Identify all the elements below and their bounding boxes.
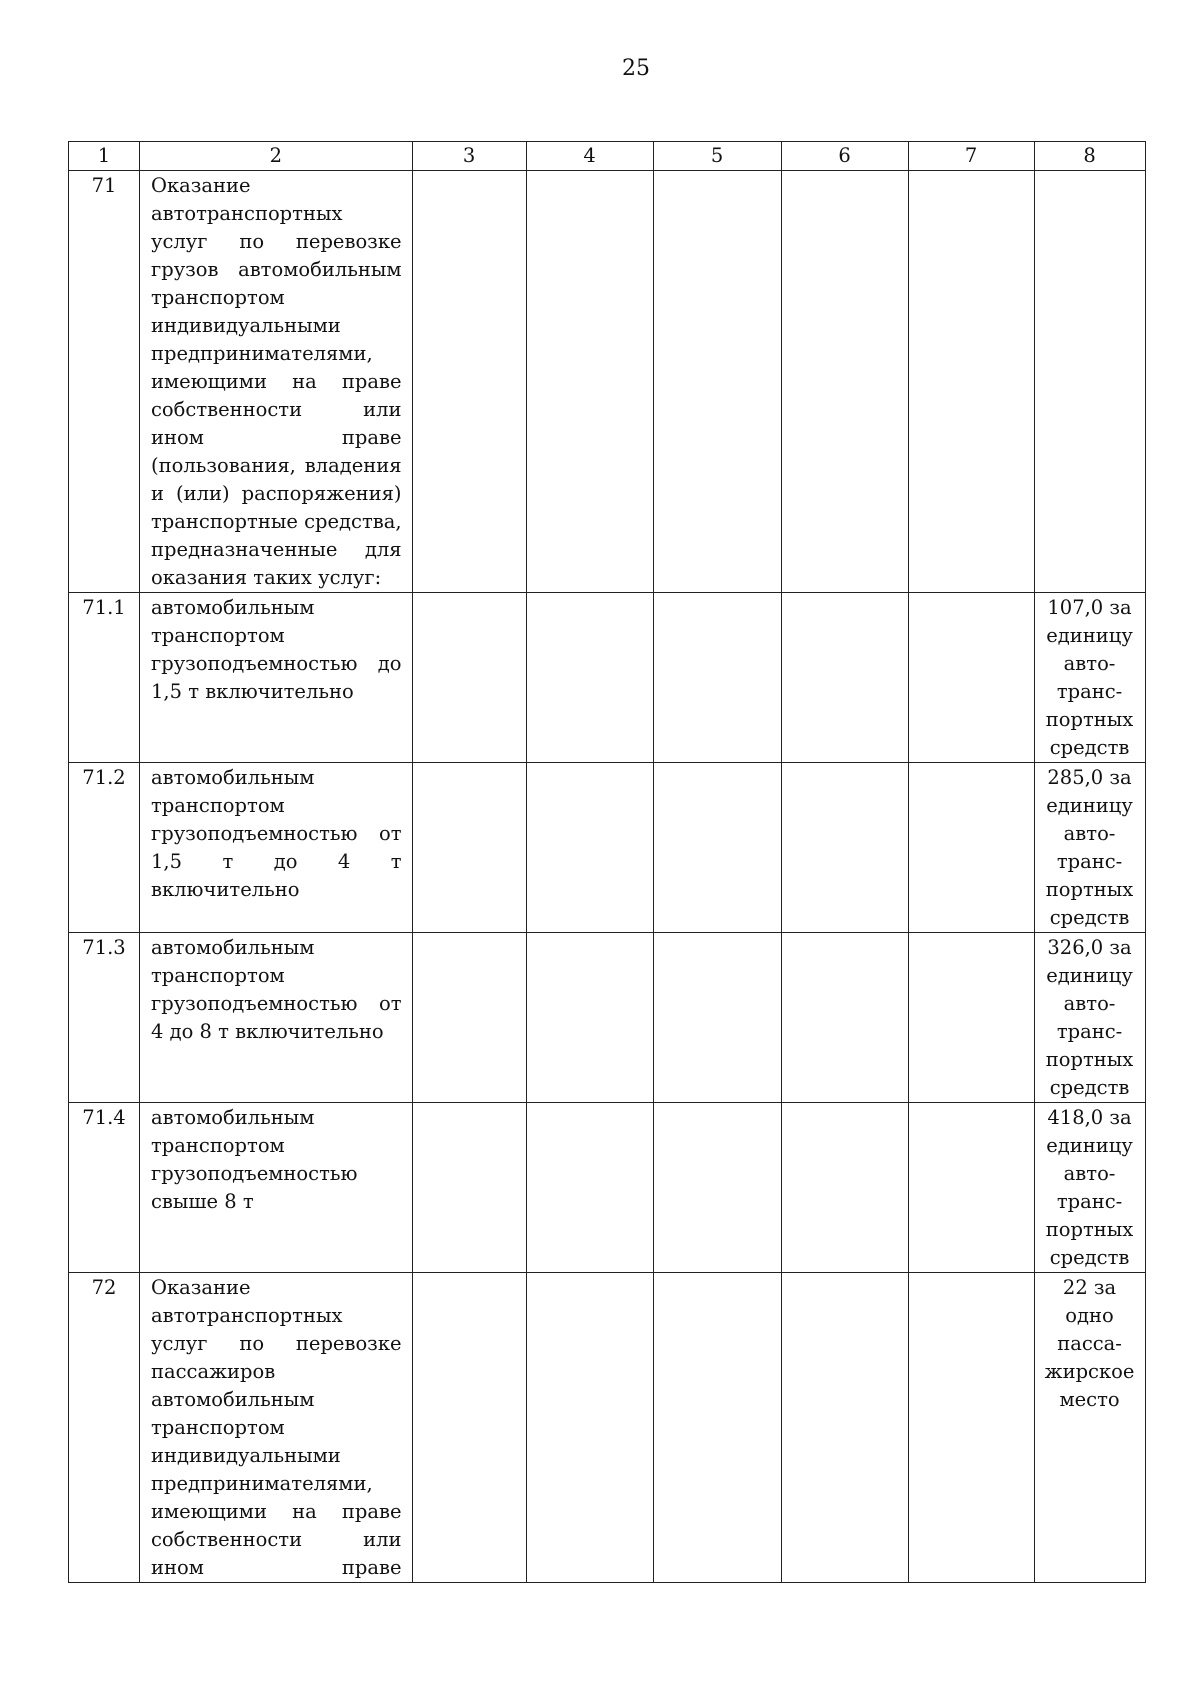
rate-line: авто- xyxy=(1063,1162,1116,1185)
empty-cell-col-3 xyxy=(412,1273,526,1583)
empty-cell-col-5 xyxy=(653,593,781,763)
empty-cell-col-6 xyxy=(781,171,908,593)
empty-cell-col-4 xyxy=(526,593,653,763)
empty-cell-col-7 xyxy=(908,593,1034,763)
description-line: автомобильным xyxy=(151,596,315,619)
empty-cell-col-4 xyxy=(526,1103,653,1273)
rate-line: жирское xyxy=(1044,1360,1135,1383)
empty-cell-col-5 xyxy=(653,1273,781,1583)
rate-line: пасса- xyxy=(1057,1332,1122,1355)
description-line: автотранспортных xyxy=(151,1304,343,1327)
rate-line: транс- xyxy=(1056,850,1123,873)
column-header: 5 xyxy=(653,142,781,171)
service-description xyxy=(140,1273,413,1583)
row-number: 71.1 xyxy=(69,593,140,763)
rate-line: 418,0 за xyxy=(1047,1106,1132,1129)
description-line: транспортом xyxy=(151,1416,285,1439)
description-line: грузов автомобильным xyxy=(151,258,402,281)
description-line: транспортом xyxy=(151,794,285,817)
rate-line: портных xyxy=(1045,878,1134,901)
empty-cell-col-7 xyxy=(908,171,1034,593)
empty-cell-col-5 xyxy=(653,763,781,933)
rate-line: средств xyxy=(1049,906,1130,929)
description-line: предназначенные для xyxy=(151,538,402,561)
rate-line: средств xyxy=(1049,1076,1130,1099)
empty-cell-col-6 xyxy=(781,763,908,933)
empty-cell-col-3 xyxy=(412,933,526,1103)
description-line: имеющими на праве xyxy=(151,1500,402,1523)
empty-cell-col-3 xyxy=(412,593,526,763)
empty-cell-col-7 xyxy=(908,1273,1034,1583)
empty-cell-col-6 xyxy=(781,1273,908,1583)
rate-cell xyxy=(1034,1103,1145,1273)
service-description xyxy=(140,1103,413,1273)
description-line: индивидуальными xyxy=(151,1444,341,1467)
table-row xyxy=(69,171,1146,593)
description-line: 4 до 8 т включительно xyxy=(151,1020,384,1043)
description-line: услуг по перевозке xyxy=(151,1332,402,1355)
empty-cell-col-3 xyxy=(412,1103,526,1273)
rate-cell xyxy=(1034,593,1145,763)
page-number: 25 xyxy=(622,56,650,81)
rate-line: 22 за xyxy=(1062,1276,1117,1299)
rate-line: единицу xyxy=(1046,1134,1133,1157)
table-row xyxy=(69,763,1146,933)
empty-cell-col-4 xyxy=(526,171,653,593)
description-line: грузоподъемностью от xyxy=(151,822,402,845)
description-line: автомобильным xyxy=(151,1388,315,1411)
description-line: пассажиров xyxy=(151,1360,276,1383)
description-line: автомобильным xyxy=(151,936,315,959)
empty-cell-col-7 xyxy=(908,933,1034,1103)
description-line: ином праве xyxy=(151,1556,402,1579)
empty-cell-col-6 xyxy=(781,593,908,763)
description-line: 1,5 т включительно xyxy=(151,680,354,703)
rate-line: портных xyxy=(1045,1218,1134,1241)
empty-cell-col-3 xyxy=(412,171,526,593)
column-header: 7 xyxy=(908,142,1034,171)
tariff-table xyxy=(68,141,1146,1583)
rate-line: одно xyxy=(1065,1304,1114,1327)
rate-line: авто- xyxy=(1063,822,1116,845)
row-number: 71 xyxy=(69,171,140,593)
rate-line: 285,0 за xyxy=(1047,766,1132,789)
row-number: 71.4 xyxy=(69,1103,140,1273)
column-header: 8 xyxy=(1034,142,1145,171)
rate-line: портных xyxy=(1045,1048,1134,1071)
rate-line: авто- xyxy=(1063,992,1116,1015)
empty-cell-col-6 xyxy=(781,1103,908,1273)
description-line: автомобильным xyxy=(151,766,315,789)
empty-cell-col-5 xyxy=(653,171,781,593)
column-header: 6 xyxy=(781,142,908,171)
description-line: ином праве xyxy=(151,426,402,449)
description-line: транспортом xyxy=(151,964,285,987)
description-line: (пользования, владения xyxy=(151,454,402,477)
rate-cell xyxy=(1034,1273,1145,1583)
rate-line: единицу xyxy=(1046,794,1133,817)
empty-cell-col-5 xyxy=(653,933,781,1103)
column-header: 3 xyxy=(412,142,526,171)
description-line: Оказание xyxy=(151,174,251,197)
description-line: и (или) распоряжения) xyxy=(151,482,402,505)
description-line: грузоподъемностью xyxy=(151,1162,358,1185)
description-line: включительно xyxy=(151,878,300,901)
empty-cell-col-4 xyxy=(526,1273,653,1583)
rate-line: средств xyxy=(1049,1246,1130,1269)
description-line: транспортом xyxy=(151,286,285,309)
empty-cell-col-4 xyxy=(526,763,653,933)
rate-line: место xyxy=(1059,1388,1120,1411)
description-line: грузоподъемностью до xyxy=(151,652,402,675)
rate-cell xyxy=(1034,763,1145,933)
description-line: собственности или xyxy=(151,1528,402,1551)
service-description xyxy=(140,171,413,593)
table-row xyxy=(69,933,1146,1103)
table-row xyxy=(69,593,1146,763)
rate-line: единицу xyxy=(1046,624,1133,647)
row-number: 71.3 xyxy=(69,933,140,1103)
description-line: автотранспортных xyxy=(151,202,343,225)
row-number: 71.2 xyxy=(69,763,140,933)
description-line: транспортом xyxy=(151,624,285,647)
empty-cell-col-7 xyxy=(908,763,1034,933)
rate-line: 326,0 за xyxy=(1047,936,1132,959)
description-line: индивидуальными xyxy=(151,314,341,337)
rate-line: транс- xyxy=(1056,1020,1123,1043)
rate-line: транс- xyxy=(1056,1190,1123,1213)
description-line: грузоподъемностью от xyxy=(151,992,402,1015)
rate-line: авто- xyxy=(1063,652,1116,675)
empty-cell-col-5 xyxy=(653,1103,781,1273)
row-number: 72 xyxy=(69,1273,140,1583)
table-row xyxy=(69,1273,1146,1583)
column-header: 4 xyxy=(526,142,653,171)
service-description xyxy=(140,763,413,933)
rate-line: единицу xyxy=(1046,964,1133,987)
column-header: 1 xyxy=(69,142,140,171)
description-line: свыше 8 т xyxy=(151,1190,254,1213)
description-line: 1,5 т до 4 т xyxy=(151,850,402,873)
empty-cell-col-7 xyxy=(908,1103,1034,1273)
service-description xyxy=(140,593,413,763)
description-line: Оказание xyxy=(151,1276,251,1299)
description-line: имеющими на праве xyxy=(151,370,402,393)
rate-cell xyxy=(1034,933,1145,1103)
table-row xyxy=(69,1103,1146,1273)
rate-cell xyxy=(1034,171,1145,593)
description-line: транспортные средства, xyxy=(151,510,402,533)
rate-line: транс- xyxy=(1056,680,1123,703)
description-line: собственности или xyxy=(151,398,402,421)
rate-line: портных xyxy=(1045,708,1134,731)
description-line: услуг по перевозке xyxy=(151,230,402,253)
empty-cell-col-3 xyxy=(412,763,526,933)
empty-cell-col-4 xyxy=(526,933,653,1103)
description-line: предпринимателями, xyxy=(151,1472,373,1495)
header-row xyxy=(69,142,1146,171)
description-line: автомобильным xyxy=(151,1106,315,1129)
column-header: 2 xyxy=(140,142,413,171)
description-line: оказания таких услуг: xyxy=(151,566,382,589)
rate-line: средств xyxy=(1049,736,1130,759)
service-description xyxy=(140,933,413,1103)
rate-line: 107,0 за xyxy=(1047,596,1132,619)
empty-cell-col-6 xyxy=(781,933,908,1103)
description-line: предпринимателями, xyxy=(151,342,373,365)
description-line: транспортом xyxy=(151,1134,285,1157)
